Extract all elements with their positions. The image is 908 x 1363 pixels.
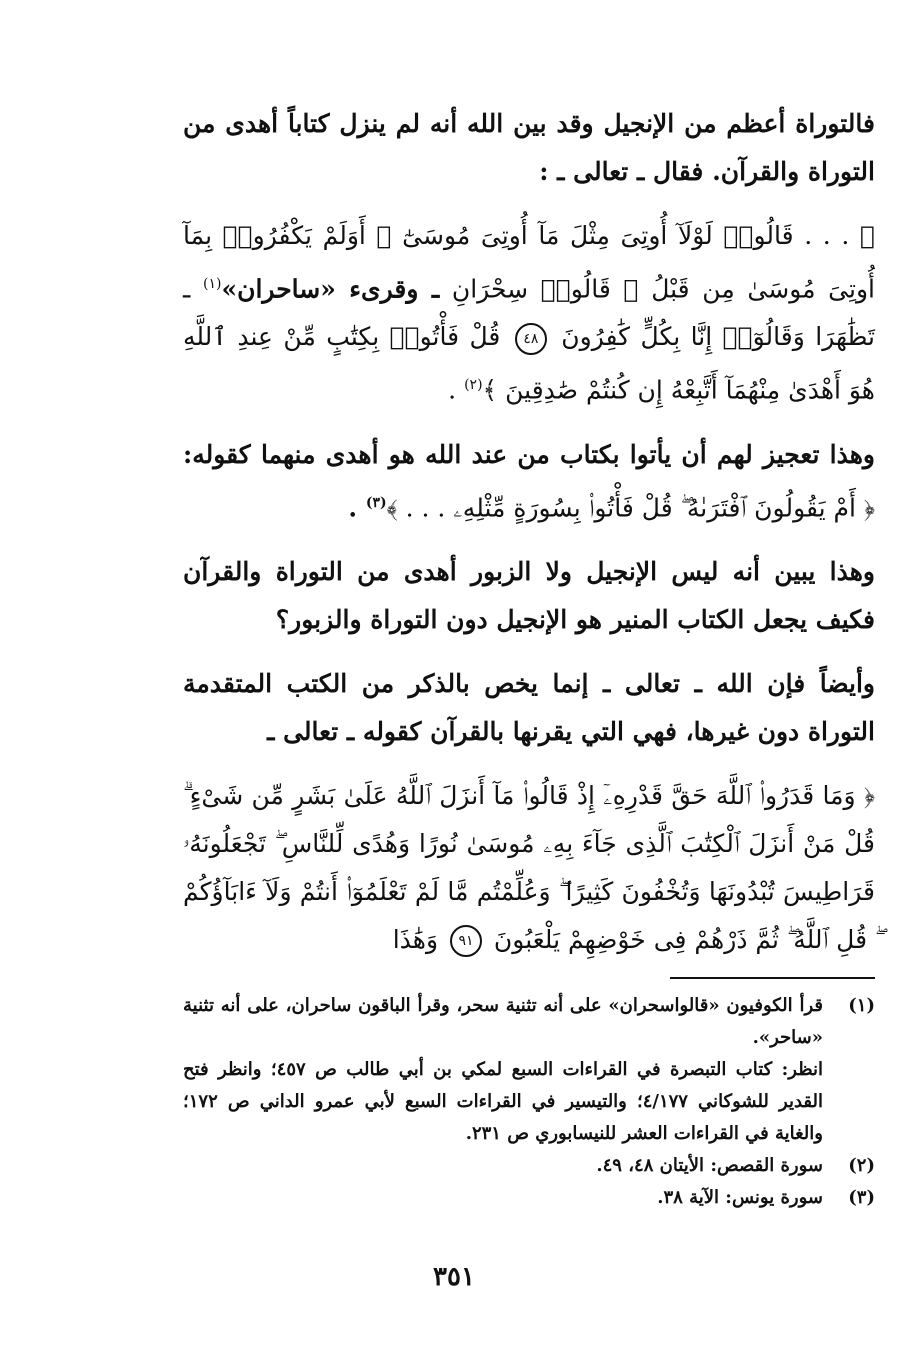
footnote-3 xyxy=(183,1182,875,1214)
footnote-ref-1: (١) xyxy=(203,276,222,292)
quran-quote-anam xyxy=(183,772,875,964)
footnote-number: (٢) xyxy=(848,1155,875,1176)
footnote-text xyxy=(183,990,823,1150)
footnote-number: (٣) xyxy=(848,1187,875,1208)
paragraph-4: وأيضاً فإن الله ـ تعالى ـ إنما يخص بالذكر من الكتب المتقدمة التوراة دون غيرها، فهي التي يقرنها بالقرآن كقوله ـ تعالى ـ xyxy=(183,668,875,746)
ayah-number-marker-91: ٩١ xyxy=(450,925,482,957)
footnote-line: انظر: كتاب التبصرة في القراءات السبع لمكي بن أبي طالب ص ٤٥٧؛ وانظر فتح القدير للشوكاني ٤/١٧٧؛ والتيسير في القراءات السبع لأبي عمرو الداني ص ١٧٢؛ والغاية في القراءات العشر للنيسابوري ص ٢٣١. xyxy=(183,1059,824,1144)
footnote-2 xyxy=(183,1150,875,1182)
quran-verse-part-2: ـ تَظَٰهَرَا وَقَالُوٓا۟ إِنَّا بِكُلٍّ كَٰفِرُونَ xyxy=(183,274,875,352)
quran-verse-part-3: قُلْ فَأْتُوا۟ بِكِتَٰبٍ مِّنْ عِندِ ٱللَّهِ هُوَ أَهْدَىٰ مِنْهُمَآ أَتَّبِعْهُ إِن كُنتُمْ صَٰدِقِينَ ﴾ xyxy=(183,322,875,405)
quran-verse-anam: ﴿ وَمَا قَدَرُوا۟ ٱللَّهَ حَقَّ قَدْرِهِۦٓ إِذْ قَالُوا۟ مَآ أَنزَلَ ٱللَّهُ عَلَىٰ بَشَرٍ مِّن شَىْءٍ ۗ قُلْ مَنْ أَنزَلَ ٱلْكِتَٰبَ ٱلَّذِى جَآءَ بِهِۦ مُوسَىٰ نُورًا وَهُدًى لِّلنَّاسِ ۖ تَجْعَلُونَهُۥ قَرَاطِيسَ تُبْدُونَهَا وَتُخْفُونَ كَثِيرًا ۖ وَعُلِّمْتُم مَّا لَمْ تَعْلَمُوٓا۟ أَنتُمْ وَلَآ ءَابَآؤُكُمْ ۖ قُلِ ٱللَّهُ ۖ ثُمَّ ذَرْهُمْ فِى خَوْضِهِمْ يَلْعَبُونَ xyxy=(183,780,875,954)
footnote-text: سورة يونس: الآية ٣٨. xyxy=(657,1187,823,1208)
reading-variant-note: ـ وقرىء «ساحران» xyxy=(221,274,440,304)
footnote-ref-3: (٣) xyxy=(365,494,387,511)
ayah-number-marker: ٤٨ xyxy=(515,323,547,355)
quran-verse-part-1: ﴿ . . . قَالُوا۟ لَوْلَآ أُوتِىَ مِثْلَ مَآ أُوتِىَ مُوسَىٰٓ ۚ أَوَلَمْ يَكْفُرُوا۟ بِمَآ أُوتِىَ مُوسَىٰ مِن قَبْلُ ۖ قَالُوا۟ سِحْرَانِ xyxy=(183,221,875,304)
footnote-line: قرأ الكوفيون «قالواسحران» على أنه تثنية سحر، وقرأ الباقون ساحران، على أنه تثنية «ساحر». xyxy=(183,995,823,1048)
footnote-text: سورة القصص: الأيتان ٤٨، ٤٩. xyxy=(596,1155,823,1176)
page-number: ٣٥١ xyxy=(433,1262,475,1292)
footnote-ref-2: (٢) xyxy=(464,377,483,394)
footnote-divider xyxy=(670,977,875,979)
footnote-number: (١) xyxy=(848,995,875,1016)
footnotes xyxy=(183,990,875,1214)
quran-verse-continuation: وَهَٰذَا xyxy=(392,924,439,954)
main-text xyxy=(183,100,875,980)
quran-quote-yunus: ﴿ أَمْ يَقُولُونَ ٱفْتَرَىٰهُ ۖ قُلْ فَأْتُوا۟ بِسُورَةٍ مِّثْلِهِۦ . . . ﴾ xyxy=(386,492,875,522)
paragraph-1: فالتوراة أعظم من الإنجيل وقد بين الله أنه لم ينزل كتاباً أهدى من التوراة والقرآن. فقال ـ تعالى ـ : xyxy=(183,109,875,186)
footnote-1 xyxy=(183,990,875,1150)
paragraph-2: وهذا تعجيز لهم أن يأتوا بكتاب من عند الله هو أهدى منهما كقوله: ﴿ أَمْ يَقُولُونَ ٱفْتَرَىٰهُ ۖ قُلْ فَأْتُوا۟ بِسُورَةٍ مِّثْلِهِۦ . . . ﴾$^{(٣)}$ . xyxy=(183,439,875,522)
paragraph-3: وهذا يبين أنه ليس الإنجيل ولا الزبور أهدى من التوراة والقرآن فكيف يجعل الكتاب المنير هو الإنجيل دون التوراة والزبور؟ xyxy=(183,556,875,634)
paragraph-2-text: وهذا تعجيز لهم أن يأتوا بكتاب من عند الله هو أهدى منهما كقوله: xyxy=(183,439,875,469)
quran-quote-qasas: ﴿ . . . قَالُوا۟ لَوْلَآ أُوتِىَ مِثْلَ مَآ أُوتِىَ مُوسَىٰٓ ۚ أَوَلَمْ يَكْفُرُوا۟ بِمَآ أُوتِىَ مُوسَىٰ مِن قَبْلُ ۖ قَالُوا۟ سِحْرَانِ ـ وقرىء «ساحران»$^{(١)}$ ـ تَظَٰهَرَا وَقَالُوٓا۟ إِنَّا بِكُلٍّ كَٰفِرُونَ ٤٨ قُلْ فَأْتُوا۟ بِكِتَٰبٍ مِّنْ عِندِ ٱللَّهِ هُوَ أَهْدَىٰ مِنْهُمَآ أَتَّبِعْهُ إِن كُنتُمْ صَٰدِقِينَ ﴾$^{(٢)}$ . xyxy=(183,221,875,405)
